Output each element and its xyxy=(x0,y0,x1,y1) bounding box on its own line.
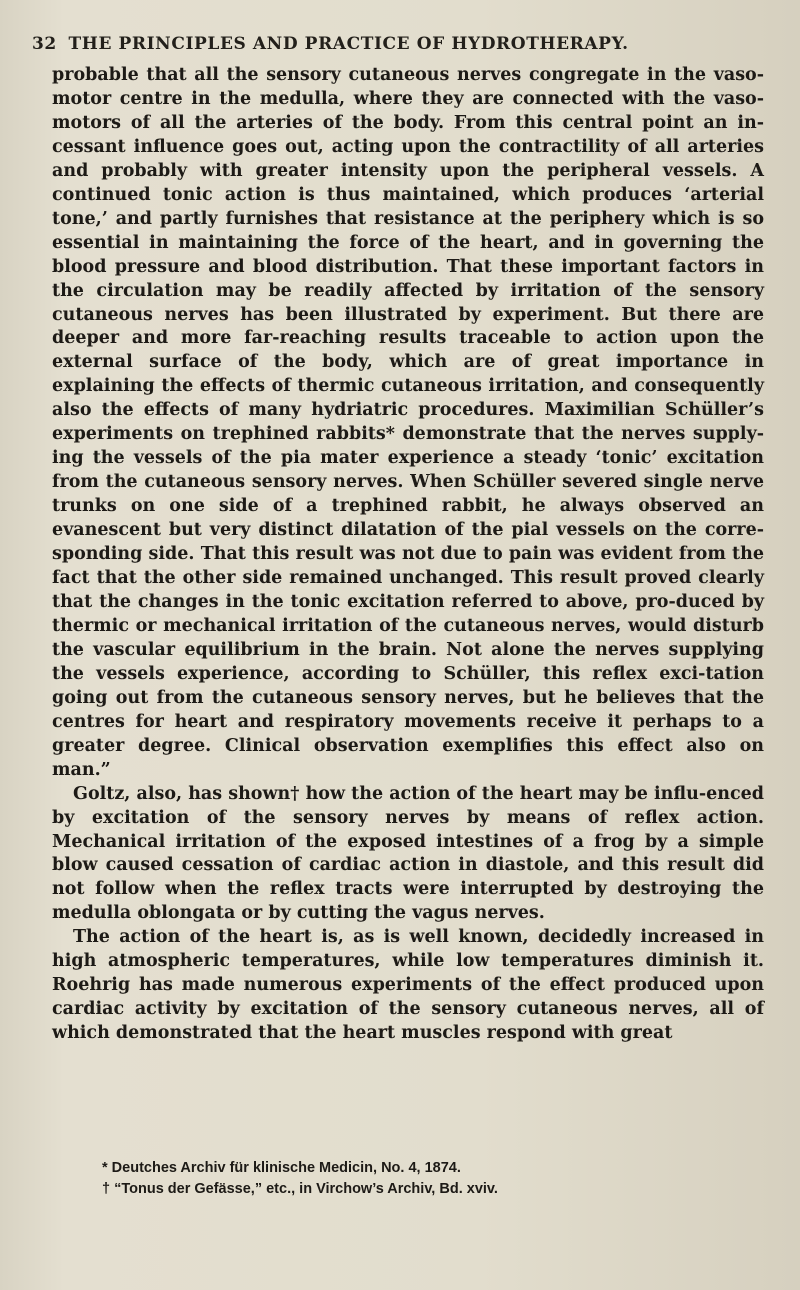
footnote-2: † “Tonus der Gefässe,” etc., in Virchow’s Archiv, Bd. xviv. xyxy=(102,1181,498,1197)
running-title: THE PRINCIPLES AND PRACTICE OF HYDROTHERAPY. xyxy=(68,34,629,54)
paragraph-3: The action of the heart is, as is well known, decidedly increased in high atmospheric temperatures, while low temperatures diminish it. Roehrig has made numerous experiments of the effect produced upon cardiac activity by excitation of the sensory cutaneous nerves, all of which demonstrated that the heart muscles respond with great xyxy=(52,927,764,1044)
page-number: 32 xyxy=(32,34,57,54)
body-text xyxy=(52,64,764,1046)
footnote-1: * Deutches Archiv für klinische Medicin, No. 4, 1874. xyxy=(102,1160,461,1176)
footnotes xyxy=(102,1158,782,1200)
paragraph-2: Goltz, also, has shown† how the action of the heart may be influ-enced by excitation of the sensory nerves by means of reflex action. Mechanical irritation of the exposed intestines of a frog by a simple blow caused cessation of cardiac action in diastole, and this result did not follow when the reflex tracts were interrupted by destroying the medulla oblongata or by cutting the vagus nerves. xyxy=(52,783,764,924)
paragraph-1: probable that all the sensory cutaneous nerves congregate in the vaso-motor centre in the medulla, where they are connected with the vaso-motors of all the arteries of the body. From this central point an in-cessant influence goes out, acting upon the contractility of all arteries and probably with greater intensity upon the peripheral vessels. A continued tonic action is thus maintained, which produces ‘arterial tone,’ and partly furnishes that resistance at the periphery which is so essential in maintaining the force of the heart, and in governing the blood pressure and blood distribution. That these important factors in the circulation may be readily affected by irritation of the sensory cutaneous nerves has been illustrated by experiment. But there are deeper and more far-reaching results traceable to action upon the external surface of the body, which are of great importance in explaining the effects of thermic cutaneous irritation, and consequently also the effects of many hydriatric procedures. Maximilian Schüller’s experiments on trephined rabbits* demonstrate that the nerves supply-ing the vessels of the pia mater experience a steady ‘tonic’ excitation from the cutaneous sensory nerves. When Schüller severed single nerve trunks on one side of a trephined rabbit, he always observed an evanescent but very distinct dilatation of the pial vessels on the corre-sponding side. That this result was not due to pain was evident from the fact that the other side remained unchanged. This result proved clearly that the changes in the tonic excitation referred to above, pro-duced by thermic or mechanical irritation of the cutaneous nerves, would disturb the vascular equilibrium in the brain. Not alone the nerves supplying the vessels experience, according to Schüller, this reflex exci-tation going out from the cutaneous sensory nerves, but he believes that the centres for heart and respiratory movements receive it perhaps to a greater degree. Clinical observation exemplifies this effect also on man.” xyxy=(52,65,764,780)
running-header xyxy=(32,34,772,54)
